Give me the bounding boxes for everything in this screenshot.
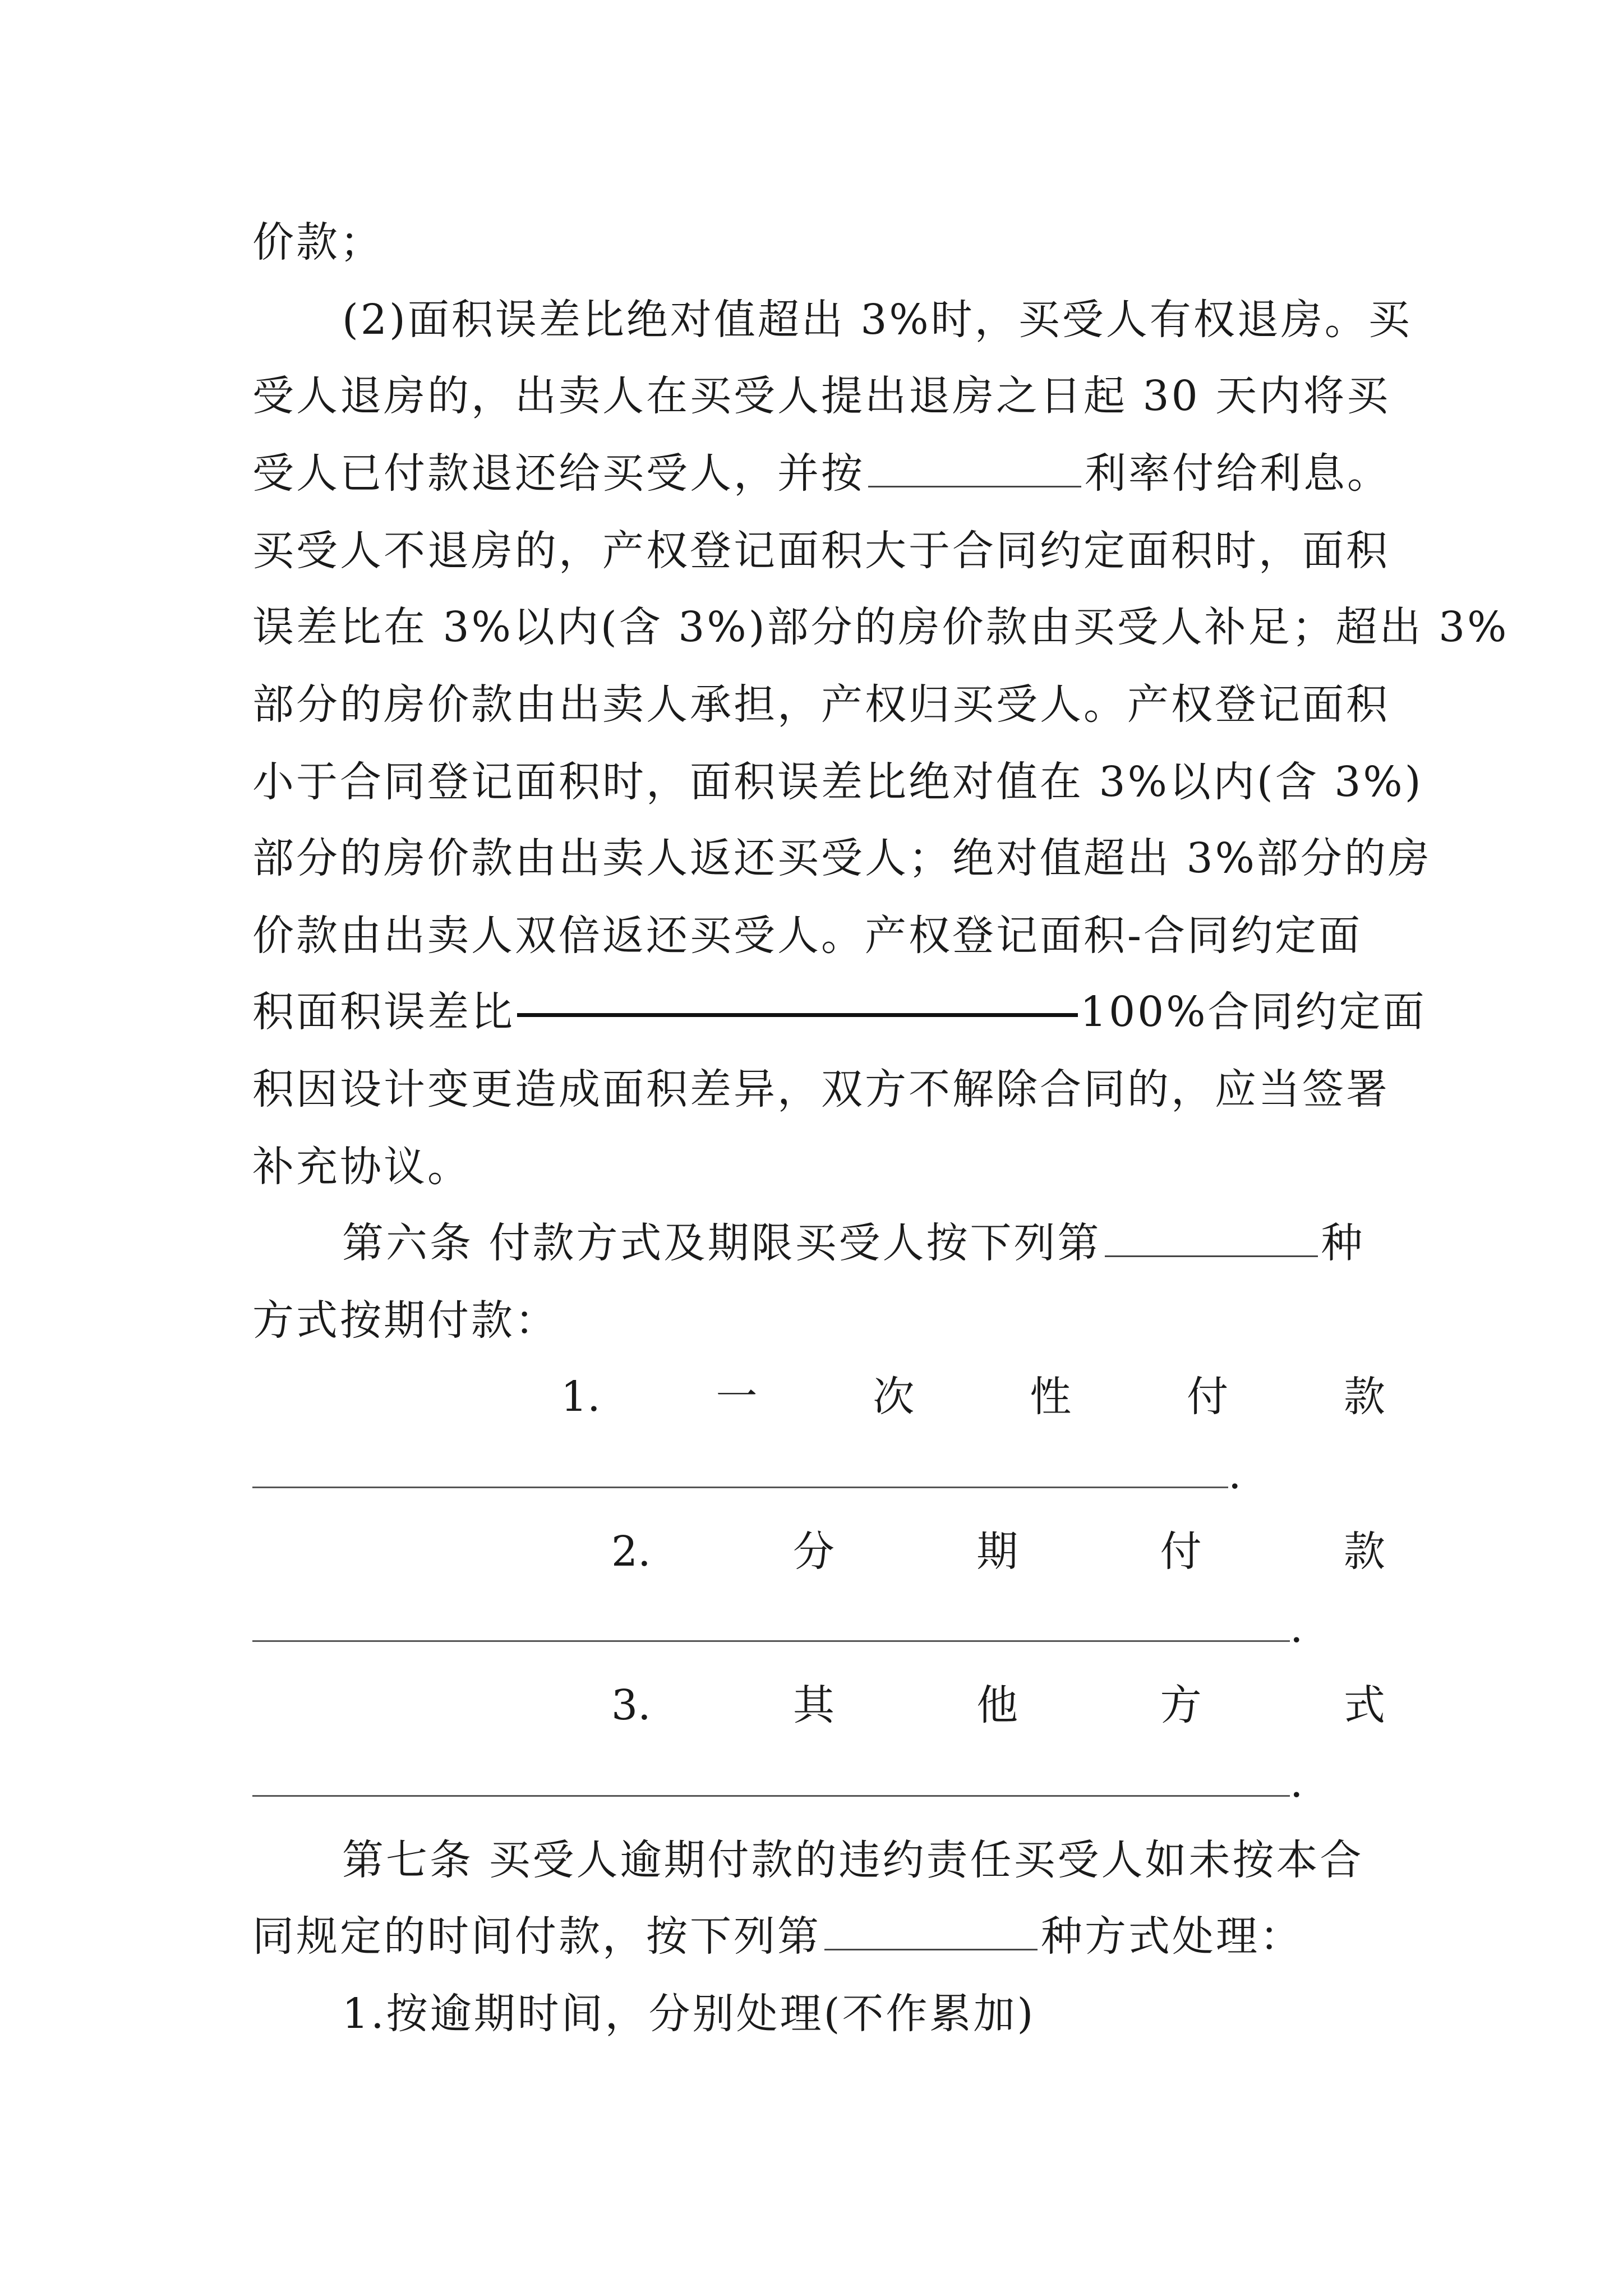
paragraph-line	[252, 1050, 1390, 1129]
option-char: 他	[976, 1681, 1018, 1729]
paragraph-line	[252, 665, 1390, 744]
text-line-3: 受人退房的，出卖人在买受人提出退房之日起 30 天内将买	[252, 372, 1391, 420]
payment-option-1	[561, 1358, 1385, 1436]
text-line-4b: 利率付给利息。	[1085, 449, 1391, 498]
paragraph-line	[252, 743, 1423, 821]
text-line-22: 第七条 买受人逾期付款的违约责任买受人如未按本合	[342, 1836, 1364, 1884]
option-number: 3.	[611, 1681, 651, 1729]
paragraph-line	[252, 973, 1427, 1051]
text-line-15: 方式按期付款：	[252, 1296, 559, 1345]
text-line-6: 误差比在 3%以内(含 3%)部分的房价款由买受人补足；超出 3%	[252, 603, 1509, 651]
text-line-14a: 第六条 付款方式及期限买受人按下列第	[342, 1219, 1101, 1267]
option-char: 付	[1187, 1373, 1229, 1421]
text-line-11a: 积面积误差比	[252, 988, 515, 1036]
article-7-heading	[342, 1821, 1385, 1899]
text-line-13: 补充协议。	[252, 1143, 471, 1191]
option-char: 期	[976, 1527, 1018, 1576]
text-line-12: 积因设计变更造成面积差异，双方不解除合同的，应当签署	[252, 1065, 1390, 1114]
paragraph-line	[252, 512, 1390, 590]
text-line-14b: 种	[1321, 1219, 1365, 1267]
line-end-period: .	[1228, 1450, 1242, 1498]
option-number: 1.	[561, 1373, 601, 1421]
option-char: 分	[792, 1527, 834, 1576]
fill-in-blank-payment-method[interactable]	[1105, 1252, 1318, 1257]
paragraph-line	[252, 357, 1391, 435]
text-line-24: 1.按逾期时间，分别处理(不作累加)	[342, 1990, 1036, 2038]
line-end-period: .	[1290, 1604, 1303, 1652]
article-6-heading	[342, 1204, 1385, 1282]
payment-option-2	[611, 1512, 1385, 1591]
option-char: 性	[1030, 1373, 1072, 1421]
text-line-23a: 同规定的时间付款，按下列第	[252, 1912, 821, 1961]
fraction-bar	[517, 1013, 1078, 1017]
option-char: 款	[1343, 1373, 1385, 1421]
text-line-2: (2)面积误差比绝对值超出 3%时，买受人有权退房。买	[342, 296, 1412, 344]
text-line-23b: 种方式处理：	[1041, 1912, 1303, 1961]
paragraph-line	[252, 434, 1391, 513]
fill-in-rule	[252, 1487, 1228, 1488]
fill-in-rule	[252, 1640, 1290, 1642]
paragraph-line	[252, 1128, 1385, 1206]
payment-option-1-blank[interactable]	[252, 1435, 1242, 1513]
paragraph-line	[252, 896, 1385, 975]
text-line-11b: 100%合同约定面	[1080, 988, 1427, 1036]
paragraph-line	[342, 1975, 1385, 2053]
option-char: 款	[1343, 1527, 1385, 1576]
text-line-10: 价款由出卖人双倍返还买受人。产权登记面积-合同约定面	[252, 912, 1363, 960]
paragraph-line	[252, 588, 1509, 666]
option-char: 付	[1160, 1527, 1202, 1576]
text-line-7: 部分的房价款由出卖人承担，产权归买受人。产权登记面积	[252, 680, 1390, 729]
fill-in-blank-handling-method[interactable]	[824, 1945, 1038, 1950]
payment-option-3	[611, 1666, 1385, 1745]
line-end-period: .	[1290, 1759, 1303, 1807]
payment-option-3-blank[interactable]	[252, 1743, 1303, 1822]
option-char: 次	[873, 1373, 915, 1421]
option-char: 式	[1343, 1681, 1385, 1729]
paragraph-line	[252, 819, 1432, 898]
fill-in-rule	[252, 1795, 1290, 1797]
payment-option-2-blank[interactable]	[252, 1589, 1303, 1667]
text-line-9: 部分的房价款由出卖人返还买受人；绝对值超出 3%部分的房	[252, 834, 1432, 882]
option-char: 其	[792, 1681, 834, 1729]
fill-in-blank-interest-rate[interactable]	[868, 482, 1081, 487]
paragraph-line	[342, 280, 1412, 359]
paragraph-line	[252, 203, 1385, 282]
text-line-1: 价款；	[252, 218, 384, 266]
text-line-4a: 受人已付款退还给买受人，并按	[252, 449, 865, 498]
option-char: 一	[716, 1373, 758, 1421]
paragraph-line	[252, 1281, 1385, 1360]
option-char: 方	[1160, 1681, 1202, 1729]
paragraph-line	[252, 1897, 1385, 1976]
text-line-5: 买受人不退房的，产权登记面积大于合同约定面积时，面积	[252, 527, 1390, 575]
option-number: 2.	[611, 1527, 651, 1576]
text-line-8: 小于合同登记面积时，面积误差比绝对值在 3%以内(含 3%)	[252, 758, 1423, 806]
